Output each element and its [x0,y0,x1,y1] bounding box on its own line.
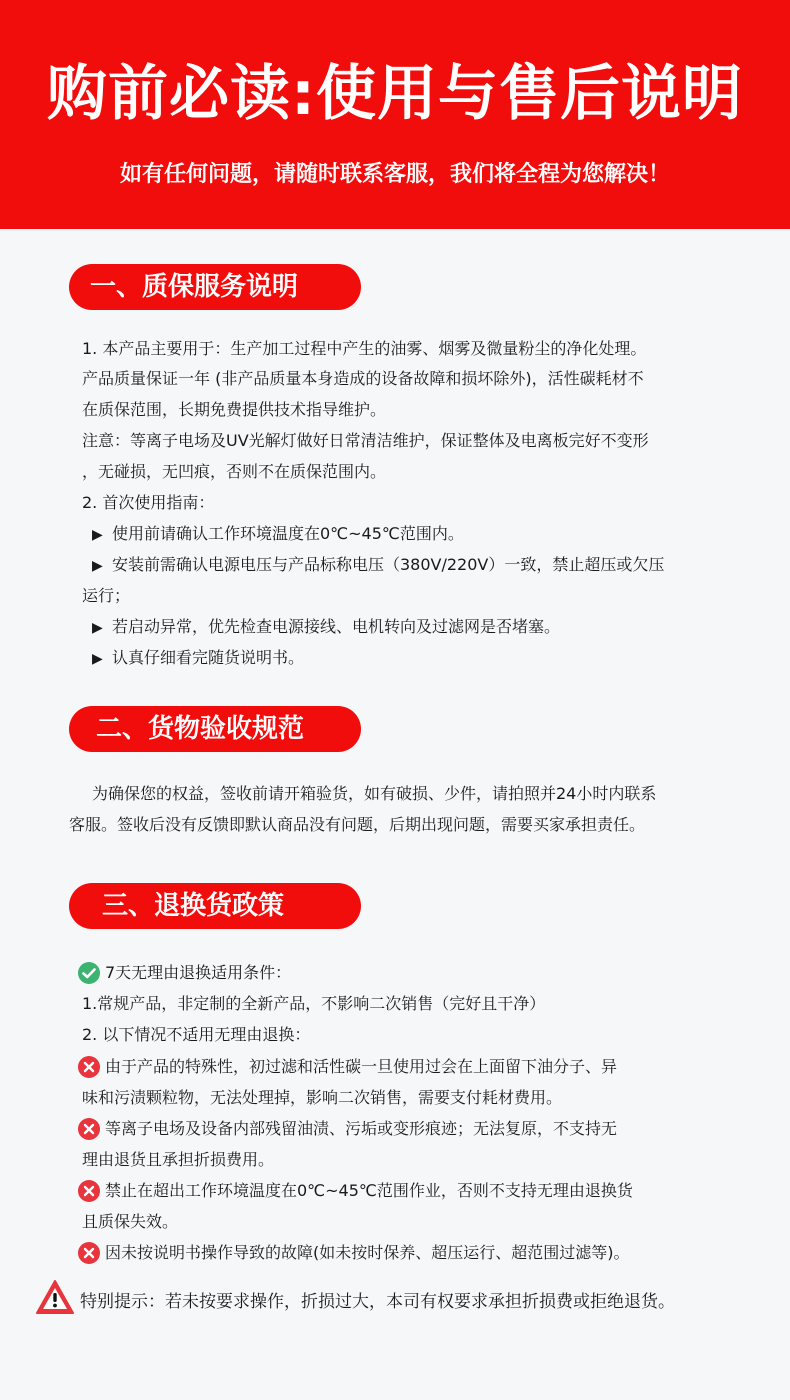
play-arrow-icon: ▶ [92,558,103,574]
cross-circle-icon [78,1056,100,1078]
acceptance-text-line: 为确保您的权益，签收前请开箱验货，如有破损、少件，请拍照并24小时内联系 [92,784,657,803]
cross-circle-icon [78,1180,100,1202]
returns-condition-title: 7天无理由退换适用条件： [105,963,292,982]
guide-bullet [92,615,560,640]
page-title: 购前必读:使用与售后说明 [47,59,743,129]
warranty-text-line: 产品质量保证一年 (非产品质量本身造成的设备故障和损坏除外)，活性碳耗材不 [82,369,644,388]
cross-circle-icon [78,1118,100,1140]
returns-text-line: 1.常规产品，非定制的全新产品，不影响二次销售（完好且干净） [82,994,546,1013]
warranty-text-line: 在质保范围，长期免费提供技术指导维护。 [82,400,387,419]
cross-circle-icon [78,1242,100,1264]
warranty-text-line: ，无碰损，无凹痕，否则不在质保范围内。 [82,462,387,481]
header-banner [0,0,790,229]
section-heading-returns: 三、退换货政策 [69,883,361,929]
guide-bullet [92,553,664,578]
play-arrow-icon: ▶ [92,651,103,667]
warranty-text-line: 1. 本产品主要用于：生产加工过程中产生的油雾、烟雾及微量粉尘的净化处理。 [82,339,647,358]
exclusion-item-text: 禁止在超出工作环境温度在0℃~45℃范围作业，否则不支持无理由退换货 [105,1181,633,1200]
guide-bullet-text: 认真仔细看完随货说明书。 [112,648,305,667]
guide-bullet-text: 若启动异常，优先检查电源接线、电机转向及过滤网是否堵塞。 [112,617,561,636]
exclusion-item-text: 因未按说明书操作导致的故障(如未按时保养、超压运行、超范围过滤等)。 [105,1243,630,1262]
returns-text-line: 2. 以下情况不适用无理由退换： [82,1025,311,1044]
section-heading-acceptance: 二、货物验收规范 [69,706,361,752]
exclusion-item-text: 且质保失效。 [82,1212,179,1231]
exclusion-item-text: 理由退货且承担折损费用。 [82,1150,275,1169]
guide-bullet [92,522,464,547]
acceptance-text-line: 客服。签收后没有反馈即默认商品没有问题，后期出现问题，需要买家承担责任。 [69,815,646,834]
warranty-text-line: 注意：等离子电场及UV光解灯做好日常清洁维护，保证整体及电离板完好不变形 [82,431,649,450]
exclusion-item-text: 由于产品的特殊性，初过滤和活性碳一旦使用过会在上面留下油分子、异 [105,1057,618,1076]
page-subtitle: 如有任何问题，请随时联系客服，我们将全程为您解决！ [119,162,670,187]
special-notice: 特别提示：若未按要求操作，折损过大，本司有权要求承担折损费或拒绝退货。 [80,1292,675,1312]
warning-triangle-icon [35,1279,75,1315]
check-circle-icon [78,962,100,984]
play-arrow-icon: ▶ [92,620,103,636]
guide-bullet-text: 安装前需确认电源电压与产品标称电压（380V/220V）一致，禁止超压或欠压 [112,555,665,574]
play-arrow-icon: ▶ [92,527,103,543]
usage-guide-title: 2. 首次使用指南： [82,493,215,512]
exclusion-item-text: 味和污渍颗粒物，无法处理掉，影响二次销售，需要支付耗材费用。 [82,1088,563,1107]
guide-bullet [92,646,304,671]
guide-bullet-continuation: 运行； [82,586,131,605]
guide-bullet-text: 使用前请确认工作环境温度在0℃~45℃范围内。 [112,524,464,543]
exclusion-item-text: 等离子电场及设备内部残留油渍、污垢或变形痕迹；无法复原，不支持无 [105,1119,618,1138]
section-heading-warranty: 一、质保服务说明 [69,264,361,310]
